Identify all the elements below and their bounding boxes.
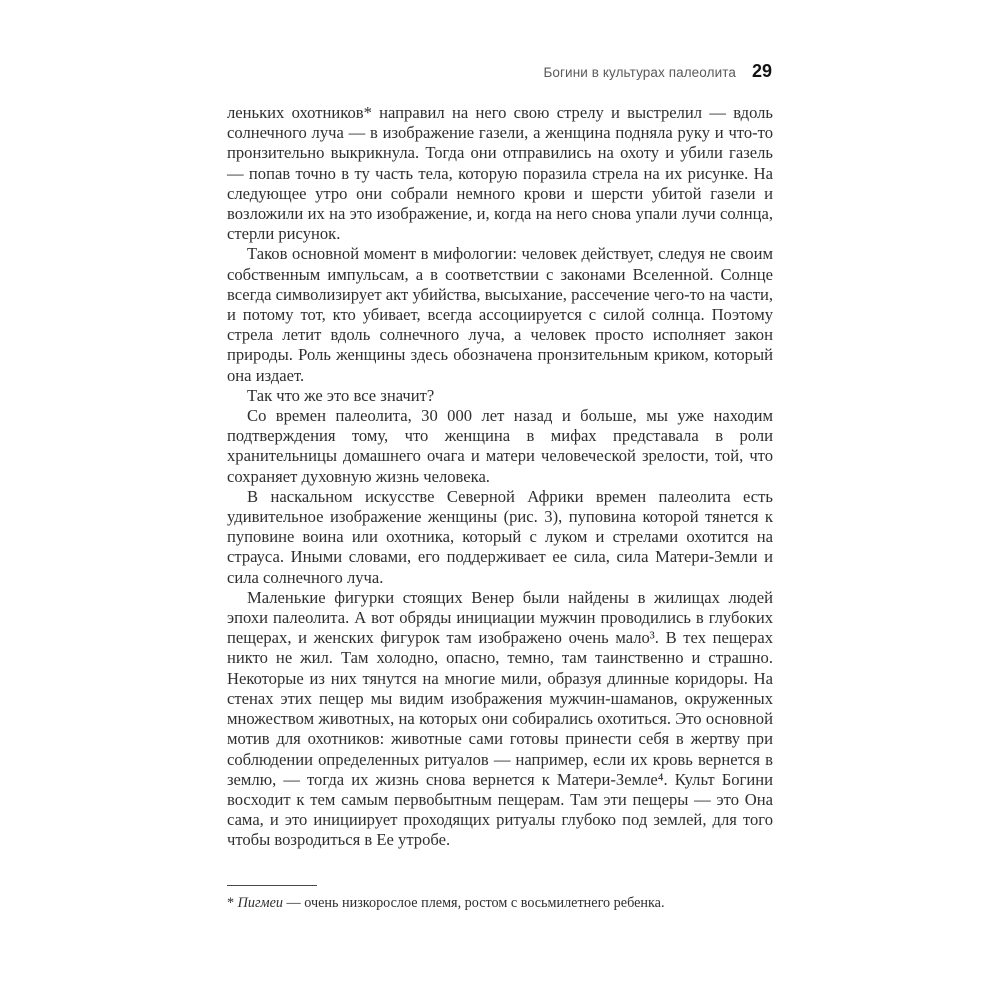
- running-title: Богини в культурах палеолита: [543, 65, 736, 80]
- body-text: [227, 103, 773, 851]
- footnote-text: [227, 894, 773, 912]
- paragraph-continuation: леньких охотников* направил на него свою стрелу и выстрелил — вдоль солнечного луча — в изображение газели, а женщина подняла руку и что-то пронзительно выкрикнула. Тогда они отправились на охоту и убили газель — попав точно в ту часть тела, которую поразила стрела на их рисунке. На следующее утро они собрали немного крови и шерсти убитой газели и возложили их на это изображение, и, когда на него снова упали лучи солнца, стерли рисунок.: [227, 103, 773, 244]
- footnote-marker: *: [227, 895, 235, 911]
- footnote-area: [227, 885, 773, 912]
- paragraph: Маленькие фигурки стоящих Венер были найдены в жилищах людей эпохи палеолита. А вот обряды инициации мужчин проводились в глубоких пещерах, и женских фигурок там изображено очень мало³. В тех пещерах никто не жил. Там холодно, опасно, темно, там таинственно и страшно. Некоторые из них тянутся на многие мили, образуя длинные коридоры. На стенах этих пещер мы видим изображения мужчин-шаманов, окруженных множеством животных, на которых они собирались охотиться. Это основной мотив для охотников: животные сами готовы принести себя в жертву при соблюдении определенных ритуалов — например, если их кровь вернется в землю, — тогда их жизнь снова вернется к Матери-Земле⁴. Культ Богини восходит к тем самым первобытным пещерам. Там эти пещеры — это Она сама, и это инициирует проходящих ритуалы глубоко под землей, для того чтобы возродиться в Ее утробе.: [227, 587, 773, 850]
- page-number: 29: [751, 61, 772, 81]
- paragraph: Со времен палеолита, 30 000 лет назад и больше, мы уже находим подтверждения тому, что женщина в мифах представала в роли хранительницы домашнего очага и матери человеческой зрелости, той, что сохраняет духовную жизнь человека.: [227, 406, 773, 486]
- footnote-rule: [227, 885, 317, 886]
- paragraph: Так что же это все значит?: [247, 385, 435, 405]
- page-header: [543, 61, 772, 82]
- paragraph: В наскальном искусстве Северной Африки времен палеолита есть удивительное изображение женщины (рис. 3), пуповина которой тянется к пуповине воина или охотника, который с луком и стрелами охотится на страуса. Иными словами, его поддерживает ее сила, сила Матери-Земли и сила солнечного луча.: [227, 486, 773, 587]
- footnote-body: — очень низкорослое племя, ростом с восьмилетнего ребенка.: [286, 895, 665, 911]
- paragraph: Таков основной момент в мифологии: человек действует, следуя не своим собственным импульсам, а в соответствии с законами Вселенной. Солнце всегда символизирует акт убийства, высыхание, рассечение чего-то на части, и потому тот, кто убивает, всегда ассоциируется с силой солнца. Поэтому стрела летит вдоль солнечного луча, а человек просто исполняет закон природы. Роль женщины здесь обозначена пронзительным криком, который она издает.: [227, 244, 773, 385]
- footnote-term: Пигмеи: [237, 895, 283, 911]
